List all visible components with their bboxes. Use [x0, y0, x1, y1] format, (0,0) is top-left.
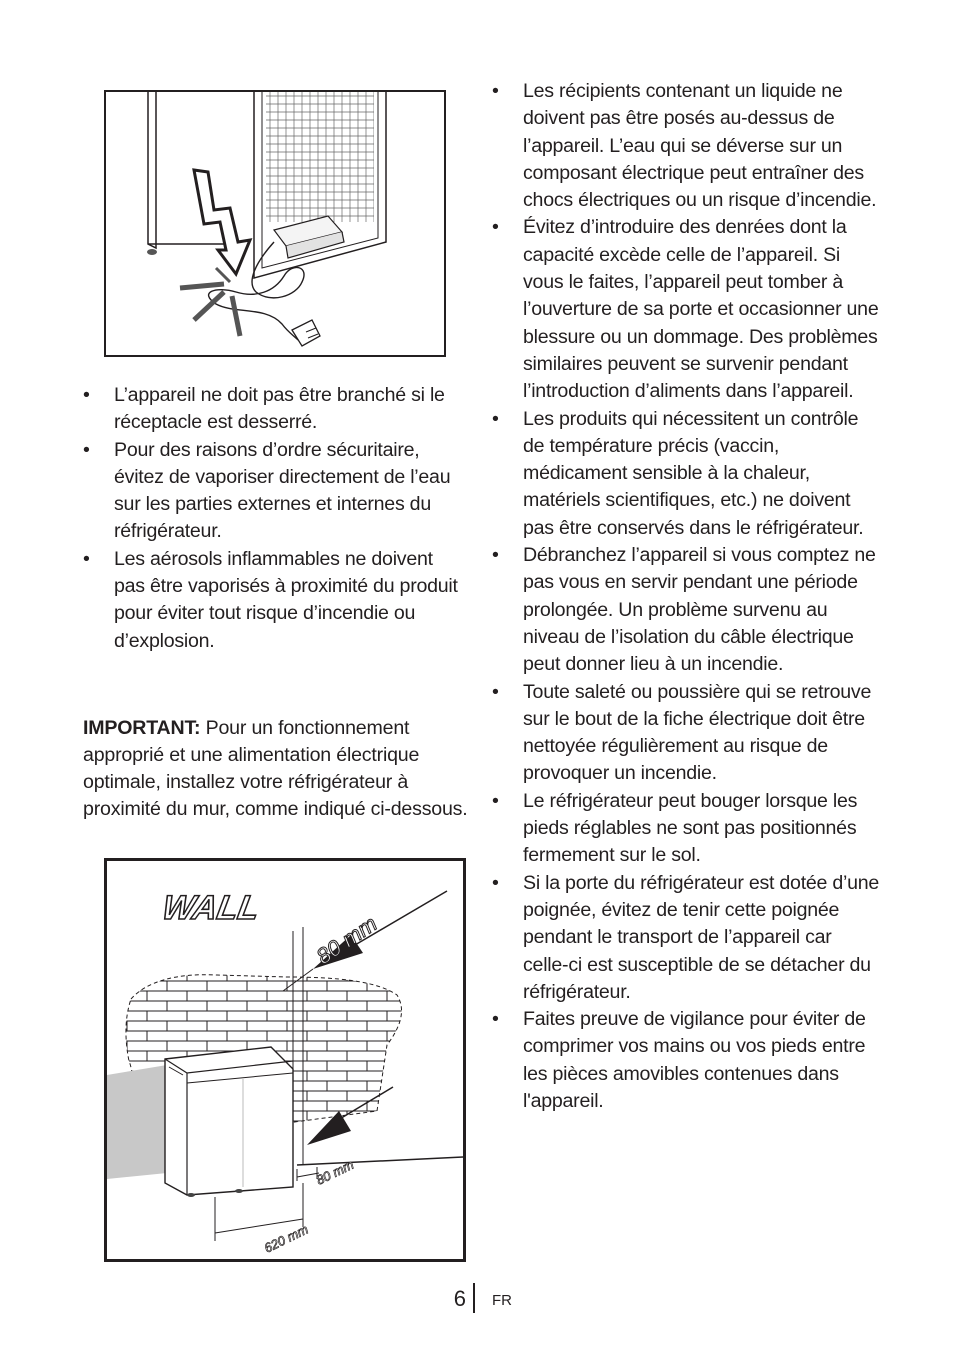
right-bullet-list — [492, 78, 882, 1115]
plug-hazard-illustration — [106, 92, 444, 355]
list-item: • Si la porte du réfrigérateur est dotée d’une poignée, évitez de tenir cette poignée pendant le transport de l’appareil car celle-ci est susceptible de se détacher du réfrigérateur. — [492, 870, 882, 1006]
list-item: • Le réfrigérateur peut bouger lorsque les pieds réglables ne sont pas positionnés fermement sur le sol. — [492, 788, 882, 870]
language-code: FR — [492, 1292, 512, 1309]
spark-ray — [232, 296, 240, 336]
list-item: • Les aérosols inflammables ne doivent pas être vaporisés à proximité du produit pour éviter tout risque d’incendie ou d’explosion. — [83, 546, 468, 655]
figure-wall-clearance — [104, 858, 466, 1262]
wall-label: WALL — [159, 889, 263, 927]
lightning-icon — [194, 170, 250, 274]
list-item: • Évitez d’introduire des denrées dont la capacité excède celle de l’appareil. Si vous le faites, l’appareil peut tomber à l’ouverture de sa porte et occasionner une blessure ou un dommage. Des problèmes similaires peuvent se survenir pendant l’introduction d’aliments dans l’appareil. — [492, 214, 882, 405]
top-clearance-label: 80 mm — [311, 910, 382, 970]
foot-icon — [147, 249, 157, 255]
list-item: • Les produits qui nécessitent un contrôle de température précis (vaccin, médicament sensible à la chaleur, matériels scientifiques, etc.) ne doivent pas être conservés dans le réfrigérateur. — [492, 406, 882, 542]
fridge-icon — [165, 1047, 293, 1195]
plug-icon — [292, 320, 320, 346]
page-number: 6 — [453, 1286, 466, 1311]
spark-ray — [180, 284, 224, 288]
important-text: Pour un fonctionnement approprié et une alimentation électrique optimale, installez votre réfrigérateur à proximité du mur, comme indiqué ci-dessous. — [83, 716, 468, 821]
condenser-coil — [266, 92, 374, 222]
left-bullet-list — [83, 382, 468, 655]
floor-shadow — [107, 1065, 167, 1179]
list-item: • Débranchez l’appareil si vous comptez ne pas vous en servir pendant une période prolongée. Un problème survenu au niveau de l’isolation du câble électrique peut donner lieu à un incendie. — [492, 542, 882, 678]
important-label: IMPORTANT: — [83, 716, 201, 739]
side-clearance-label: 80 mm — [313, 1156, 357, 1188]
depth-label: 620 mm — [261, 1221, 311, 1256]
figure-plug-hazard — [104, 90, 446, 357]
list-item: • Pour des raisons d’ordre sécuritaire, évitez de vaporiser directement de l’eau sur les parties externes et internes du réfrigérateur. — [83, 437, 468, 546]
list-item: • L’appareil ne doit pas être branché si le réceptacle est desserré. — [83, 382, 468, 437]
list-item: • Les récipients contenant un liquide ne doivent pas être posés au-dessus de l’appareil. L’eau qui se déverse sur un composant électrique peut entraîner des chocs électriques ou un risque d’incendie. — [492, 78, 882, 214]
list-item: • Faites preuve de vigilance pour éviter de comprimer vos mains ou vos pieds entre les pièces amovibles contenues dans l'appareil. — [492, 1006, 882, 1115]
important-note — [83, 715, 468, 824]
footer-divider — [473, 1283, 475, 1313]
list-item: • Toute saleté ou poussière qui se retrouve sur le bout de la fiche électrique doit être nettoyée régulièrement au risque de provoquer un incendie. — [492, 679, 882, 788]
spark-ray — [216, 268, 230, 282]
wall-clearance-illustration — [107, 861, 463, 1259]
